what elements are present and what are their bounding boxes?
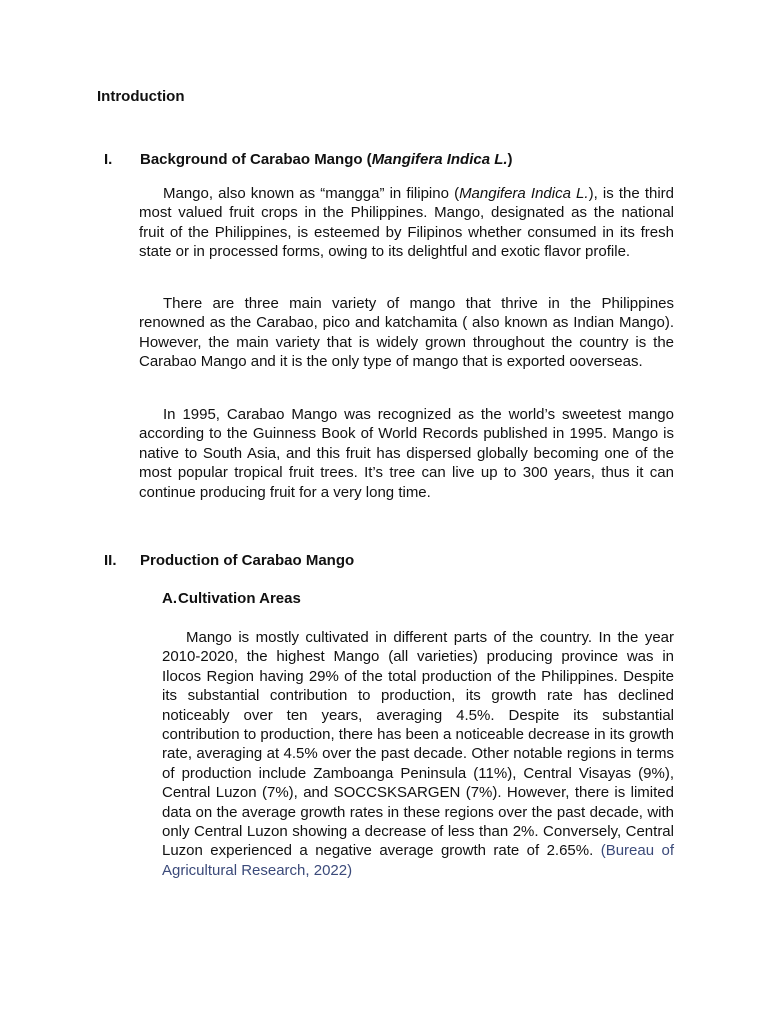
section-2-heading-text: Production of Carabao Mango xyxy=(140,552,355,569)
paragraph-text: Mango is mostly cultivated in different parts of the country. In the year 2010-2020, the highest Mango (all varieties) producing province was in Ilocos Region having 29% of the total production of the Philippines. Despite its substantial contribution to production, its growth rate has declined noticeably over ten years, averaging 4.5%. Despite its substantial contribution to production, there has been a noticeable decrease in its growth rate, averaging at 4.5% over the past decade. Other notable regions in terms of production include Zamboanga Peninsula (11%), Central Visayas (9%), Central Luzon (7%), and SOCCSKSARGEN (7%). However, there is limited data on the average growth rates in these regions over the past decade, with only Central Luzon showing a decrease of less than 2%. Conversely, Central Luzon experienced a negative average growth rate of 2.65%. xyxy=(162,629,674,860)
subsection-a-heading-text: Cultivation Areas xyxy=(178,590,301,607)
citation-link: (Bureau of Agricultural Research, 2022) xyxy=(162,842,674,879)
section-1-number: I. xyxy=(104,151,113,168)
page-title: Introduction xyxy=(97,88,185,105)
species-name: Mangifera Indica L. xyxy=(459,185,589,202)
subsection-a-letter: A. xyxy=(162,590,177,607)
section-1-heading-prefix: Background of Carabao Mango ( xyxy=(140,151,372,168)
section-1-heading-italic: Mangifera Indica L. xyxy=(371,151,508,168)
section-2-heading xyxy=(104,551,354,570)
paragraph-text: Mango, also known as “mangga” in filipino ( xyxy=(163,185,460,202)
section-1-paragraph-2: There are three main variety of mango that thrive in the Philippines renowned as the Carabao, pico and katchamita ( also known as Indian Mango). However, the main variety that is widely grown throughout the country is the Carabao Mango and it is the only type of mango that is exported ooverseas. xyxy=(139,295,674,371)
subsection-a-heading xyxy=(162,589,301,608)
section-1-paragraph-1 xyxy=(139,184,674,262)
section-1-heading-suffix: ) xyxy=(507,151,513,168)
subsection-a-paragraph-1 xyxy=(162,628,674,880)
section-2-number: II. xyxy=(104,552,117,569)
paragraph-text: ), is the third most valued fruit crops in the Philippines. Mango, designated as the national fruit of the Philippines, is esteemed by Filipinos whether consumed in its fresh state or in processed forms, owing to its delightful and exotic flavor profile. xyxy=(139,185,674,261)
section-1-paragraph-3: In 1995, Carabao Mango was recognized as the world’s sweetest mango according to the Guinness Book of World Records published in 1995. Mango is native to South Asia, and this fruit has dispersed globally becoming one of the most popular tropical fruit trees. It’s tree can live up to 300 years, thus it can continue producing fruit for a very long time. xyxy=(139,406,674,501)
section-1-heading xyxy=(104,150,513,169)
